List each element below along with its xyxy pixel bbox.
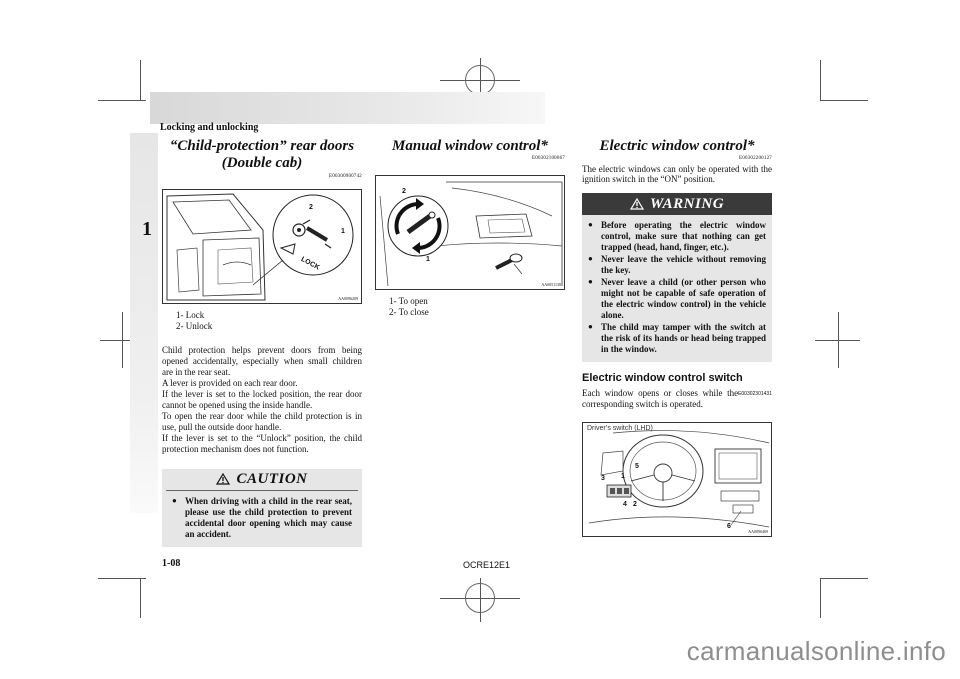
paragraph: A lever is provided on each rear door. [162,378,298,389]
column-manual-window [375,138,565,318]
crop-mark [98,100,146,101]
warning-triangle-icon [630,198,644,210]
section-code: E00302200127 [739,156,772,162]
section-code: E00302100067 [532,156,565,162]
watermark: carmanualsonline.info [686,636,946,666]
figure-caption: Driver’s switch (LHD) [587,424,653,432]
warning-item: ● Before operating the electric window control, make sure that nothing can get trapped (head, hand, finger, etc.). [588,220,766,253]
crop-mark [140,578,141,618]
column-electric-window [582,138,772,537]
section-title-line1: “Child-protection” rear doors [169,138,355,154]
warning-list [582,215,772,355]
subsection-text: Each window opens or closes while the corresponding switch is operated. [582,387,739,409]
paragraph: If the lever is set to the locked position, the rear door cannot be opened using the inside handle. [162,389,362,411]
subsection-code: E00302301431 [738,390,772,397]
caution-title: CAUTION [236,471,308,488]
switch-location-figure [582,422,772,537]
callout-6: 6 [727,522,731,530]
callout-2: 2 [309,203,313,211]
crop-mark [820,100,868,101]
figure-code: AA0096209 [338,295,358,301]
warning-item: ● Never leave the vehicle without removing the key. [588,254,766,276]
caution-header [166,469,358,491]
window-crank-figure [375,175,565,290]
warning-item: ● Never leave a child (or other person who might not be capable of safe operation of the electric window control) in the vehicle alone. [588,277,766,321]
section-title [162,138,362,173]
paragraph: Child protection helps prevent doors from being opened accidentally, especially when small children are in the rear seat. [162,345,362,378]
column-child-protection [162,138,362,547]
callout-2: 2 [633,500,637,508]
chapter-number: 1 [142,218,152,240]
callout-1: 1 [341,227,345,235]
warning-header [582,193,772,215]
crop-mark [820,578,868,579]
legend-item: 2- To close [389,306,429,317]
section-code: E00300900742 [329,173,362,179]
subsection-title: Electric window control switch [582,372,743,385]
crop-mark [820,578,821,618]
caution-triangle-icon [216,473,230,485]
caution-box [162,469,362,547]
running-head: Locking and unlocking [160,122,259,133]
page-number: 1-08 [162,558,181,569]
child-lock-figure [162,189,362,304]
warning-item: ● The child may tamper with the switch at the risk of its hands or head being trapped in the window. [588,322,766,355]
figure-legend [375,296,565,319]
subsection-heading [582,372,772,397]
registration-circle [465,65,495,95]
callout-5: 5 [635,462,639,470]
registration-mark [122,312,123,368]
figure-legend [162,310,362,333]
lock-label: LOCK [299,255,321,272]
registration-circle [465,583,495,613]
paragraph: If the lever is set to the “Unlock” position, the child protection mechanism does not function. [162,433,362,454]
legend-item: 1- To open [389,295,428,306]
figure-code: AA0096469 [748,528,768,534]
body-text [162,345,362,455]
document-code: OCRE12E1 [463,560,511,570]
header-band [150,92,545,124]
dashboard-illustration [583,423,772,537]
section-title-line2: (Double cab) [221,155,303,172]
warning-title: WARNING [649,196,725,213]
registration-mark [838,312,839,368]
callout-1: 1 [426,255,430,263]
warning-box [582,193,772,362]
figure-code: AA0051130 [541,281,561,287]
crop-mark [98,578,146,579]
door-illustration [163,190,362,304]
callout-2: 2 [402,187,406,195]
caution-list [166,491,358,540]
callout-1: 1 [621,472,625,480]
callout-3: 3 [601,474,605,482]
paragraph: To open the rear door while the child protection is in use, pull the outside door handle. [162,411,362,433]
crop-mark [820,60,821,100]
chapter-tab [130,133,158,513]
section-title: Electric window control* [599,138,755,154]
caution-item: ● When driving with a child in the rear seat, please use the child protection to prevent accidental door opening which may cause an accident. [172,496,352,540]
crop-mark [140,60,141,100]
callout-4: 4 [623,500,627,508]
intro-text: The electric windows can only be operated with the ignition switch in the “ON” position. [582,163,772,185]
legend-item: 2- Unlock [176,321,213,331]
legend-item: 1- Lock [176,309,205,320]
section-title: Manual window control* [392,138,548,154]
